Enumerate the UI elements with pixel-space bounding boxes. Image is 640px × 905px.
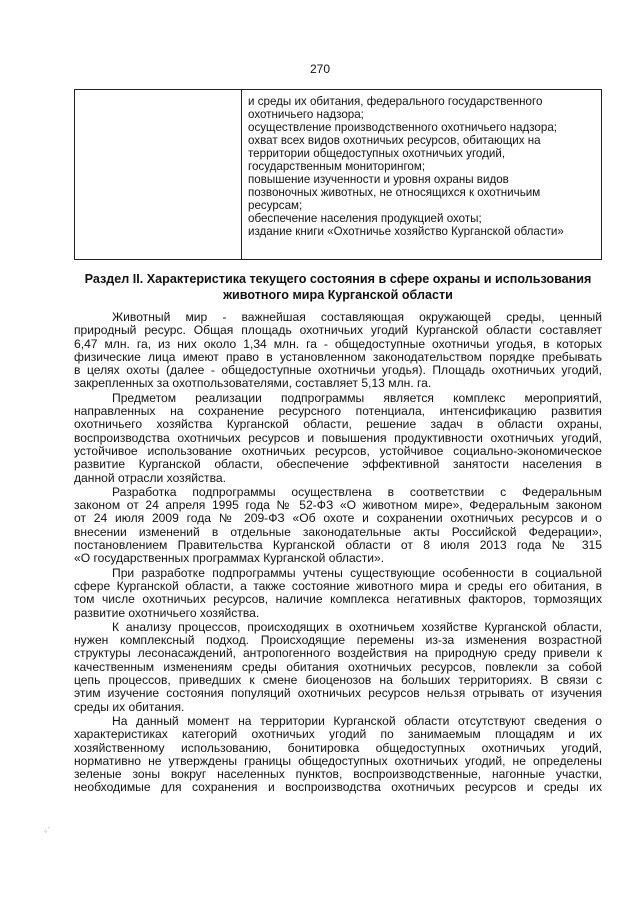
table-line: и среды их обитания, федерального государственного	[248, 95, 543, 108]
section-heading	[70, 272, 606, 303]
text-line: том числе охотничьих ресурсов, наличие комплекса негативных факторов, тормозящих	[74, 593, 602, 607]
text-line: К анализу процессов, происходящих в охотничьем хозяйстве Курганской области,	[112, 620, 602, 634]
table-line: повышение изученности и уровня охраны видов	[248, 173, 509, 186]
paragraph	[74, 311, 602, 391]
paragraph	[74, 486, 602, 566]
text-line: этим изучение состояния популяций охотничьих ресурсов нельзя отрывать от изучения	[74, 687, 602, 701]
text-line: сфере Курганской области, а также состояние животного мира и среды его обитания, в	[74, 579, 602, 593]
text-line: «О государственных программах Курганской области».	[74, 552, 385, 566]
text-line: в целях охоты (далее - общедоступные охотничьи угодья). Площадь охотничьих угодий,	[74, 364, 602, 378]
text-line: цепь процессов, приведших к смене биоценозов на больших территориях. В связи с	[74, 674, 602, 688]
text-line: качественным изменениям среды обитания охотничьих ресурсов, повлекли за собой	[74, 660, 602, 674]
paragraph	[74, 567, 602, 620]
table-line: охотничьего надзора;	[248, 108, 364, 121]
text-line: хозяйственному использованию, бонитировка общедоступных охотничьих угодий,	[74, 741, 602, 755]
table-line: государственным мониторингом;	[248, 160, 426, 173]
text-line: развитие охотничьего хозяйства.	[74, 606, 260, 620]
text-line: необходимые для сохранения и воспроизводства охотничьих ресурсов и среды их	[74, 781, 602, 795]
text-line: закрепленных за охотпользователями, составляет 5,13 млн. га.	[74, 377, 432, 391]
paragraph	[74, 392, 602, 485]
text-line: внесении изменений в отдельные законодательные акты Российской Федерации»,	[74, 525, 602, 539]
text-line: Разработка подпрограммы осуществлена в соответствии с Федеральным	[112, 485, 602, 499]
text-line: направленных на сохранение ресурсного потенциала, интенсификацию развития	[74, 405, 602, 419]
table-line: ресурсам;	[248, 199, 303, 212]
table-line: позвоночных животных, не относящихся к охотничьим	[248, 186, 541, 199]
section-heading-line: Раздел II. Характеристика текущего состояния в сфере охраны и использования	[84, 272, 592, 286]
scan-margin-mark: ◦ˊ	[44, 826, 51, 836]
text-line: 6,47 млн. га, из них около 1,34 млн. га - общедоступные охотничьи угодья, в которых	[74, 337, 602, 351]
text-line: воспроизводства охотничьих ресурсов и повышения продуктивности охотничьих угодий,	[74, 431, 602, 445]
text-line: от 24 июля 2009 года № 209-ФЗ «Об охоте и сохранении охотничьих ресурсов и о	[74, 512, 602, 526]
paragraph	[74, 715, 602, 795]
text-line: физические лица имеют право в установленном законодательством порядке пребывать	[74, 350, 602, 364]
section-heading-line: животного мира Курганской области	[223, 287, 453, 302]
text-line: Животный мир - важнейшая составляющая окружающей среды, ценный	[112, 311, 602, 324]
table-line: обеспечение населения продукцией охоты;	[248, 212, 482, 225]
text-line: характеристиках категорий охотничьих угодий по занимаемым площадям и их	[74, 728, 602, 742]
table-line: издание книги «Охотничье хозяйство Курганской области»	[248, 225, 564, 238]
text-line: нормативно не утверждены границы общедоступных охотничьих угодий, не определены	[74, 754, 602, 768]
text-line: среды их обитания.	[74, 700, 185, 714]
table-right-cell	[242, 90, 601, 259]
text-line: охотничьего хозяйства Курганской области, решение задач в области охраны,	[74, 418, 602, 432]
body-text	[74, 311, 602, 796]
text-line: постановлением Правительства Курганской области от 8 июля 2013 года № 315	[74, 539, 602, 553]
text-line: законом от 24 апреля 1995 года № 52-ФЗ «О животном мире», Федеральным законом	[74, 499, 602, 513]
continuation-table	[74, 89, 602, 260]
table-line: территории общедоступных охотничьих угодий,	[248, 147, 506, 160]
page-number: 270	[309, 62, 331, 76]
text-line: зеленые зоны вокруг населенных пунктов, воспроизводственные, нагонные участки,	[74, 768, 602, 782]
paragraph	[74, 621, 602, 714]
text-line: нужен комплексный подход. Происходящие перемены из-за изменения возрастной	[74, 634, 602, 648]
text-line: Предметом реализации подпрограммы является комплекс мероприятий,	[112, 391, 602, 405]
table-left-cell	[75, 90, 242, 259]
table-line: осуществление производственного охотничьего надзора;	[248, 121, 557, 134]
text-line: На данный момент на территории Курганской области отсутствуют сведения о	[112, 714, 602, 728]
text-line: устойчивое использование охотничьих ресурсов, устойчивое социально-экономическое	[74, 444, 602, 458]
text-line: развитие Курганской области, обеспечение эффективной занятости населения в	[74, 458, 602, 472]
text-line: природный ресурс. Общая площадь охотничьих угодий Курганской области составляет	[74, 324, 602, 338]
text-line: данной отрасли хозяйства.	[74, 471, 226, 485]
text-line: структуры лесонасаждений, антропогенного воздействия на природную среду привели к	[74, 647, 602, 661]
text-line: При разработке подпрограммы учтены существующие особенности в социальной	[112, 566, 602, 580]
table-line: охват всех видов охотничьих ресурсов, обитающих на	[248, 134, 541, 147]
